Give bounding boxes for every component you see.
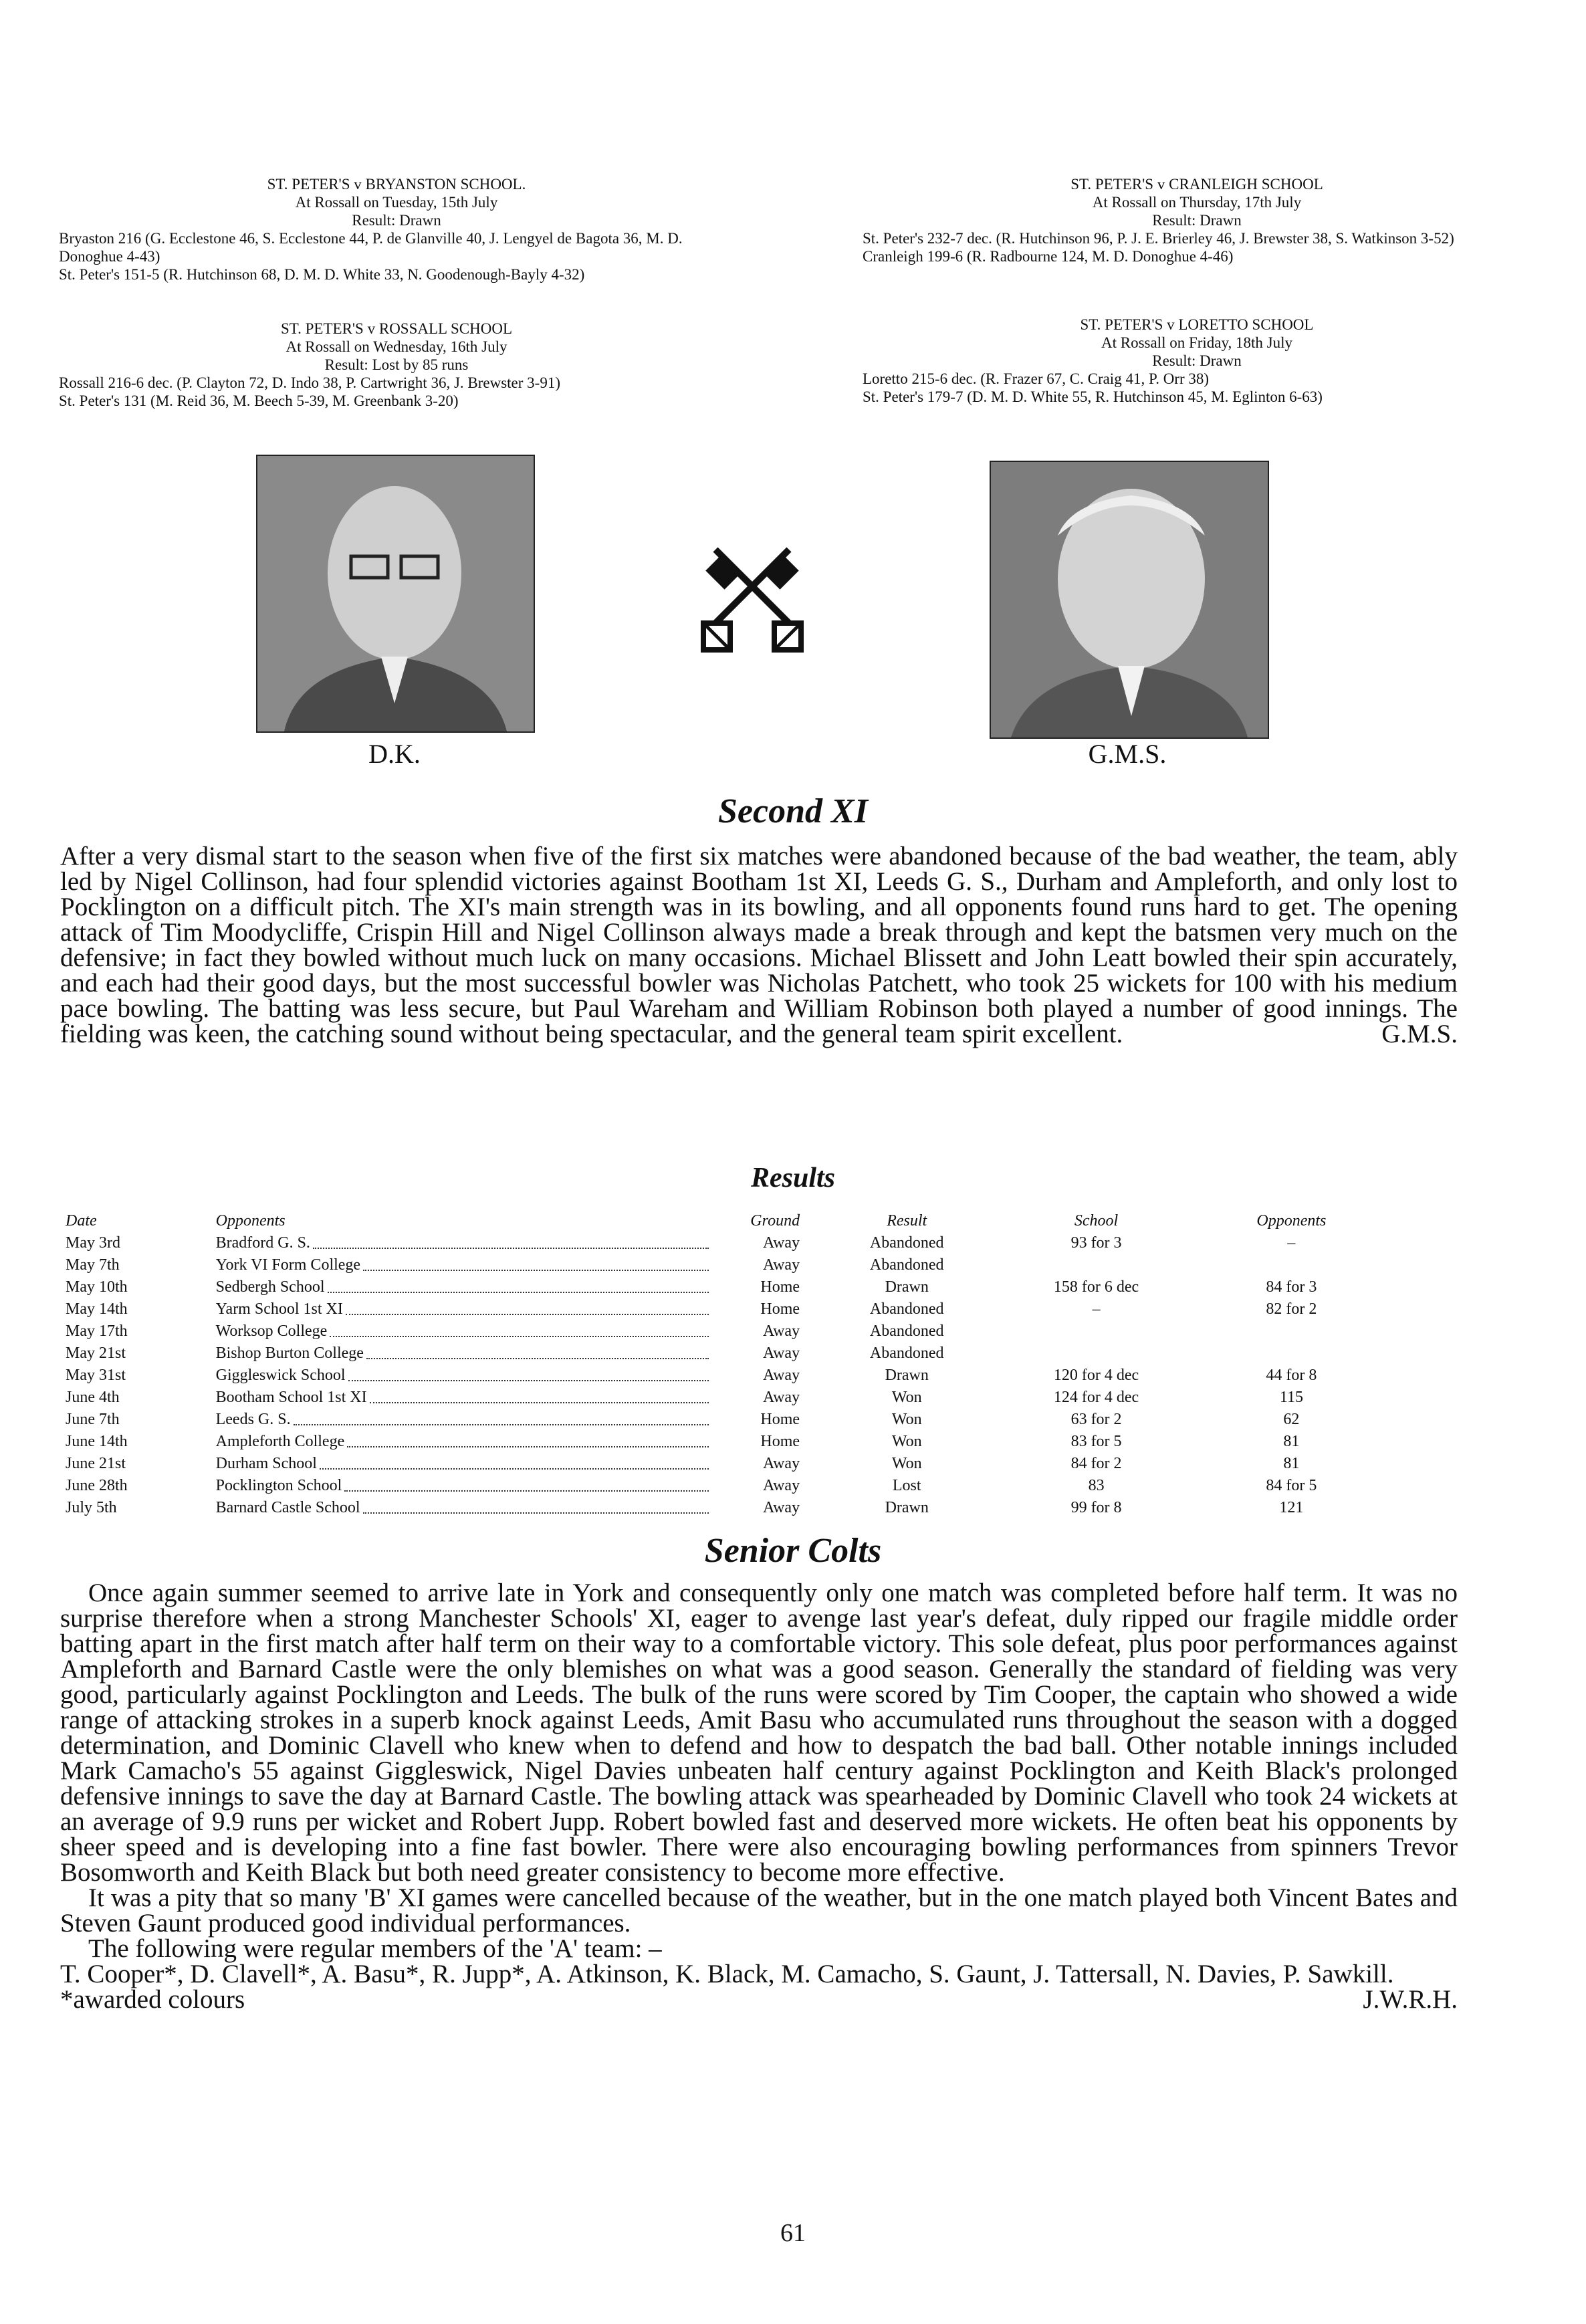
opponent-name: Giggleswick School (215, 1367, 346, 1384)
match-venue: At Rossall on Wednesday, 16th July (286, 338, 507, 355)
match-report-loretto (863, 316, 1531, 406)
cell-ground: Away (762, 1234, 800, 1252)
senior-colts-para-1: Once again summer seemed to arrive late in York and consequently only one match was completed before half term. It was no surprise therefore when a strong Manchester Schools' XI, eager to avenge last year's defeat, duly ripped our fragile middle order batting apart in the first match after half term on their way to a comfortable victory. This sole defeat, plus poor performances against Ampleforth and Barnard Castle were the only blemishes on what was a good season. Generally the standard of fielding was very good, particularly against Pocklington and Leeds. The bulk of the runs were scored by Tim Cooper, the captain who showed a wide range of attacking strokes in a superb knock against Leeds, Amit Basu who accumulated runs throughout the season with a dogged determination, and Dominic Clavell who knew when to defend and how to despatch the bad ball. Other notable innings included Mark Camacho's 55 against Giggleswick, Nigel Davies unbeaten half century against Pocklington and Keith Black's prolonged defensive innings to save the day at Barnard Castle. The bowling attack was spearheaded by Dominic Clavell who took 24 wickets at an average of 9.9 runs per wicket and Robert Jupp. Robert bowled fast and deserved more wickets. He often beat his opponents by sheer speed and is developing into a fine fast bowler. There were also encouraging bowling performances from spinners Trevor Bosomworth and Keith Black but both need greater consistency to become more effective. (60, 1579, 1458, 1887)
portrait-photo-dk (256, 455, 535, 733)
table-row (66, 1232, 1384, 1254)
cell-date: June 28th (66, 1477, 128, 1494)
col-opp-score: Opponents (1256, 1212, 1327, 1230)
cell-result: Won (891, 1455, 922, 1472)
opponent-name: Leeds G. S. (215, 1411, 291, 1428)
dot-leader (294, 1409, 709, 1425)
cell-opponents (216, 1475, 711, 1497)
cell-result: Abandoned (869, 1345, 944, 1362)
dot-leader (328, 1276, 709, 1293)
cell-opponents-score (1199, 1320, 1384, 1343)
portrait-placeholder-icon (991, 462, 1268, 737)
photo-caption-gms: G.M.S. (1088, 739, 1167, 769)
match-title: ST. PETER'S v ROSSALL SCHOOL (281, 320, 512, 337)
dot-leader (370, 1387, 709, 1403)
cell-result: Lost (892, 1477, 921, 1494)
col-opponents: Opponents (215, 1212, 286, 1230)
cell-school-score: 93 for 3 (1070, 1234, 1122, 1252)
cell-opponents-score: – (1287, 1234, 1296, 1252)
cell-opponents (216, 1298, 711, 1320)
cell-date: May 21st (66, 1345, 126, 1362)
senior-colts-members: T. Cooper*, D. Clavell*, A. Basu*, R. Jupp*, A. Atkinson, K. Black, M. Camacho, S. Gaunt, J. Tattersall, N. Davies, P. Sawkill. (60, 1960, 1394, 1988)
cell-result: Drawn (885, 1499, 929, 1516)
cell-opponents (216, 1232, 711, 1254)
cell-opponents-score: 82 for 2 (1266, 1300, 1317, 1318)
table-row (66, 1453, 1384, 1475)
opponent-name: Ampleforth College (215, 1433, 345, 1450)
opponent-name: Bishop Burton College (215, 1345, 364, 1362)
cell-school-score (994, 1320, 1198, 1343)
cell-opponents-score: 81 (1283, 1455, 1300, 1472)
cell-school-score: 84 for 2 (1070, 1455, 1122, 1472)
match-report-rossall (59, 320, 734, 410)
senior-colts-signature: J.W.R.H. (1363, 1985, 1458, 2014)
opponent-name: Pocklington School (215, 1477, 342, 1494)
results-table (66, 1210, 1384, 1519)
cell-ground: Away (762, 1322, 800, 1340)
cell-date: May 3rd (66, 1234, 120, 1252)
cell-date: June 7th (66, 1411, 120, 1428)
cell-date: May 7th (66, 1256, 120, 1274)
cell-school-score: 158 for 6 dec (1053, 1278, 1139, 1296)
col-school: School (1074, 1212, 1119, 1230)
cell-opponents-score: 84 for 3 (1266, 1278, 1317, 1296)
match-score-line: St. Peter's 232-7 dec. (R. Hutchinson 96, P. J. E. Brierley 46, J. Brewster 38, S. Watkinson 3-52) (863, 230, 1454, 247)
table-row (66, 1497, 1384, 1519)
second-xi-heading: Second XI (718, 792, 868, 830)
cell-school-score: – (1092, 1300, 1101, 1318)
second-xi-body: After a very dismal start to the season when five of the first six matches were abandoned because of the bad weather, the team, ably led by Nigel Collinson, had four splendid victories against Bootham 1st XI, Leeds G. S., Durham and Ampleforth, and only lost to Pocklington on a difficult pitch. The XI's main strength was in its bowling, and all opponents found runs hard to get. The opening attack of Tim Moodycliffe, Crispin Hill and Nigel Collinson always made a break through and kept the batsmen very much on the defensive; in fact they bowled without much luck on many occasions. Michael Blissett and John Leatt bowled their spin accurately, and each had their good days, but the most successful bowler was Nicholas Patchett, who took 25 wickets for 100 with his medium pace bowling. The batting was less secure, but Paul Wareham and William Robinson both played a number of good innings. The fielding was keen, the catching sound without being spectacular, and the general team spirit excellent. (60, 842, 1458, 1048)
opponent-name: Barnard Castle School (215, 1499, 360, 1516)
dot-leader (313, 1232, 709, 1249)
match-venue: At Rossall on Tuesday, 15th July (295, 194, 498, 211)
cell-school-score: 120 for 4 dec (1053, 1367, 1139, 1384)
cell-opponents-score (1199, 1254, 1384, 1276)
col-ground: Ground (750, 1212, 800, 1230)
match-score-line: St. Peter's 131 (M. Reid 36, M. Beech 5-39, M. Greenbank 3-20) (59, 392, 459, 409)
cell-opponents (216, 1343, 711, 1365)
match-score-line: Rossall 216-6 dec. (P. Clayton 72, D. Indo 38, P. Cartwright 36, J. Brewster 3-91) (59, 374, 560, 391)
cell-opponents (216, 1254, 711, 1276)
cell-ground: Away (762, 1499, 800, 1516)
cell-ground: Away (762, 1455, 800, 1472)
cell-ground: Home (760, 1300, 800, 1318)
match-score-line: St. Peter's 179-7 (D. M. D. White 55, R. Hutchinson 45, M. Eglinton 6-63) (863, 388, 1323, 405)
cell-date: May 31st (66, 1367, 126, 1384)
cell-date: May 10th (66, 1278, 128, 1296)
portrait-placeholder-icon (257, 456, 534, 731)
cell-date: May 17th (66, 1322, 128, 1340)
cell-ground: Home (760, 1411, 800, 1428)
cell-ground: Home (760, 1278, 800, 1296)
match-score-line: St. Peter's 151-5 (R. Hutchinson 68, D. M. D. White 33, N. Goodenough-Bayly 4-32) (59, 266, 585, 283)
dot-leader (344, 1475, 709, 1492)
cell-ground: Away (762, 1256, 800, 1274)
dot-leader (348, 1365, 709, 1381)
table-row (66, 1431, 1384, 1453)
match-score-line: Bryaston 216 (G. Ecclestone 46, S. Ecclestone 44, P. de Glanville 40, J. Lengyel de Bagota 36, M. D. Donoghue 4-43) (59, 230, 683, 265)
cell-date: May 14th (66, 1300, 128, 1318)
cell-result: Won (891, 1411, 922, 1428)
match-report-bryanston (59, 175, 734, 283)
dot-leader (346, 1298, 709, 1315)
table-row (66, 1475, 1384, 1497)
opponent-name: York VI Form College (215, 1256, 361, 1274)
dot-leader (366, 1343, 709, 1359)
col-result: Result (887, 1212, 927, 1230)
cell-school-score (994, 1343, 1198, 1365)
cell-result: Drawn (885, 1367, 929, 1384)
match-result: Result: Drawn (1152, 212, 1242, 229)
opponent-name: Yarm School 1st XI (215, 1300, 343, 1318)
page-number: 61 (780, 2219, 806, 2247)
cell-result: Abandoned (869, 1256, 944, 1274)
senior-colts-para-3: The following were regular members of the 'A' team: – (88, 1934, 662, 1963)
match-result: Result: Lost by 85 runs (324, 356, 469, 373)
portrait-photo-gms (990, 461, 1269, 739)
table-row (66, 1365, 1384, 1387)
col-date: Date (66, 1212, 97, 1230)
cell-opponents-score (1199, 1343, 1384, 1365)
cell-ground: Away (762, 1345, 800, 1362)
cell-opponents-score: 81 (1283, 1433, 1300, 1450)
cell-result: Abandoned (869, 1322, 944, 1340)
table-row (66, 1320, 1384, 1343)
dot-leader (320, 1453, 709, 1470)
match-title: ST. PETER'S v BRYANSTON SCHOOL. (267, 176, 526, 193)
cell-school-score: 124 for 4 dec (1053, 1389, 1139, 1406)
cell-opponents (216, 1409, 711, 1431)
cell-result: Won (891, 1389, 922, 1406)
match-report-cranleigh (863, 175, 1531, 265)
cell-opponents (216, 1497, 711, 1519)
cell-date: June 14th (66, 1433, 128, 1450)
cell-opponents-score: 44 for 8 (1266, 1367, 1317, 1384)
match-venue: At Rossall on Friday, 18th July (1101, 334, 1293, 351)
cell-result: Abandoned (869, 1234, 944, 1252)
senior-colts-footer (60, 1987, 1458, 2012)
cell-school-score: 83 (1088, 1477, 1105, 1494)
match-score-line: Cranleigh 199-6 (R. Radbourne 124, M. D. Donoghue 4-46) (863, 248, 1234, 265)
opponent-name: Bradford G. S. (215, 1234, 310, 1252)
table-row (66, 1387, 1384, 1409)
dot-leader (363, 1497, 709, 1514)
senior-colts-heading: Senior Colts (704, 1532, 882, 1570)
cell-opponents-score: 115 (1279, 1389, 1303, 1406)
photo-caption-dk: D.K. (368, 739, 421, 769)
cell-opponents-score: 84 for 5 (1266, 1477, 1317, 1494)
dot-leader (363, 1254, 709, 1271)
cell-school-score: 63 for 2 (1070, 1411, 1122, 1428)
cell-opponents (216, 1387, 711, 1409)
match-venue: At Rossall on Thursday, 17th July (1092, 194, 1302, 211)
opponent-name: Bootham School 1st XI (215, 1389, 367, 1406)
cell-school-score (994, 1254, 1198, 1276)
opponent-name: Sedbergh School (215, 1278, 325, 1296)
cell-result: Won (891, 1433, 922, 1450)
cell-ground: Away (762, 1477, 800, 1494)
table-row (66, 1298, 1384, 1320)
cell-opponents (216, 1320, 711, 1343)
cell-opponents (216, 1431, 711, 1453)
cell-result: Drawn (885, 1278, 929, 1296)
cell-date: June 21st (66, 1455, 126, 1472)
cell-date: June 4th (66, 1389, 120, 1406)
results-header-row (66, 1210, 1384, 1232)
match-title: ST. PETER'S v CRANLEIGH SCHOOL (1070, 176, 1323, 193)
senior-colts-para-2: It was a pity that so many 'B' XI games were cancelled because of the weather, but in the one match played both Vincent Bates and Steven Gaunt produced good individual performances. (60, 1883, 1458, 1938)
cell-result: Abandoned (869, 1300, 944, 1318)
dot-leader (330, 1320, 708, 1337)
table-row (66, 1276, 1384, 1298)
senior-colts-report (60, 1581, 1458, 2012)
second-xi-signature: G.M.S. (1381, 1020, 1458, 1048)
cell-ground: Home (760, 1433, 800, 1450)
match-title: ST. PETER'S v LORETTO SCHOOL (1080, 316, 1314, 333)
table-row (66, 1254, 1384, 1276)
crossed-keys-crest-icon (689, 523, 816, 670)
opponent-name: Durham School (215, 1455, 317, 1472)
cell-opponents-score: 62 (1283, 1411, 1300, 1428)
match-result: Result: Drawn (1152, 352, 1242, 369)
cell-opponents (216, 1365, 711, 1387)
second-xi-report (60, 844, 1458, 1047)
match-score-line: Loretto 215-6 dec. (R. Frazer 67, C. Craig 41, P. Orr 38) (863, 370, 1210, 387)
table-row (66, 1343, 1384, 1365)
opponent-name: Worksop College (215, 1322, 328, 1340)
cell-opponents-score: 121 (1279, 1499, 1304, 1516)
cell-ground: Away (762, 1389, 800, 1406)
cell-school-score: 99 for 8 (1070, 1499, 1122, 1516)
cell-school-score: 83 for 5 (1070, 1433, 1122, 1450)
match-result: Result: Drawn (352, 212, 441, 229)
colours-note: *awarded colours (60, 1985, 245, 2014)
cell-ground: Away (762, 1367, 800, 1384)
cell-date: July 5th (66, 1499, 117, 1516)
cell-opponents (216, 1276, 711, 1298)
cell-opponents (216, 1453, 711, 1475)
results-heading: Results (750, 1163, 836, 1193)
dot-leader (347, 1431, 709, 1447)
table-row (66, 1409, 1384, 1431)
